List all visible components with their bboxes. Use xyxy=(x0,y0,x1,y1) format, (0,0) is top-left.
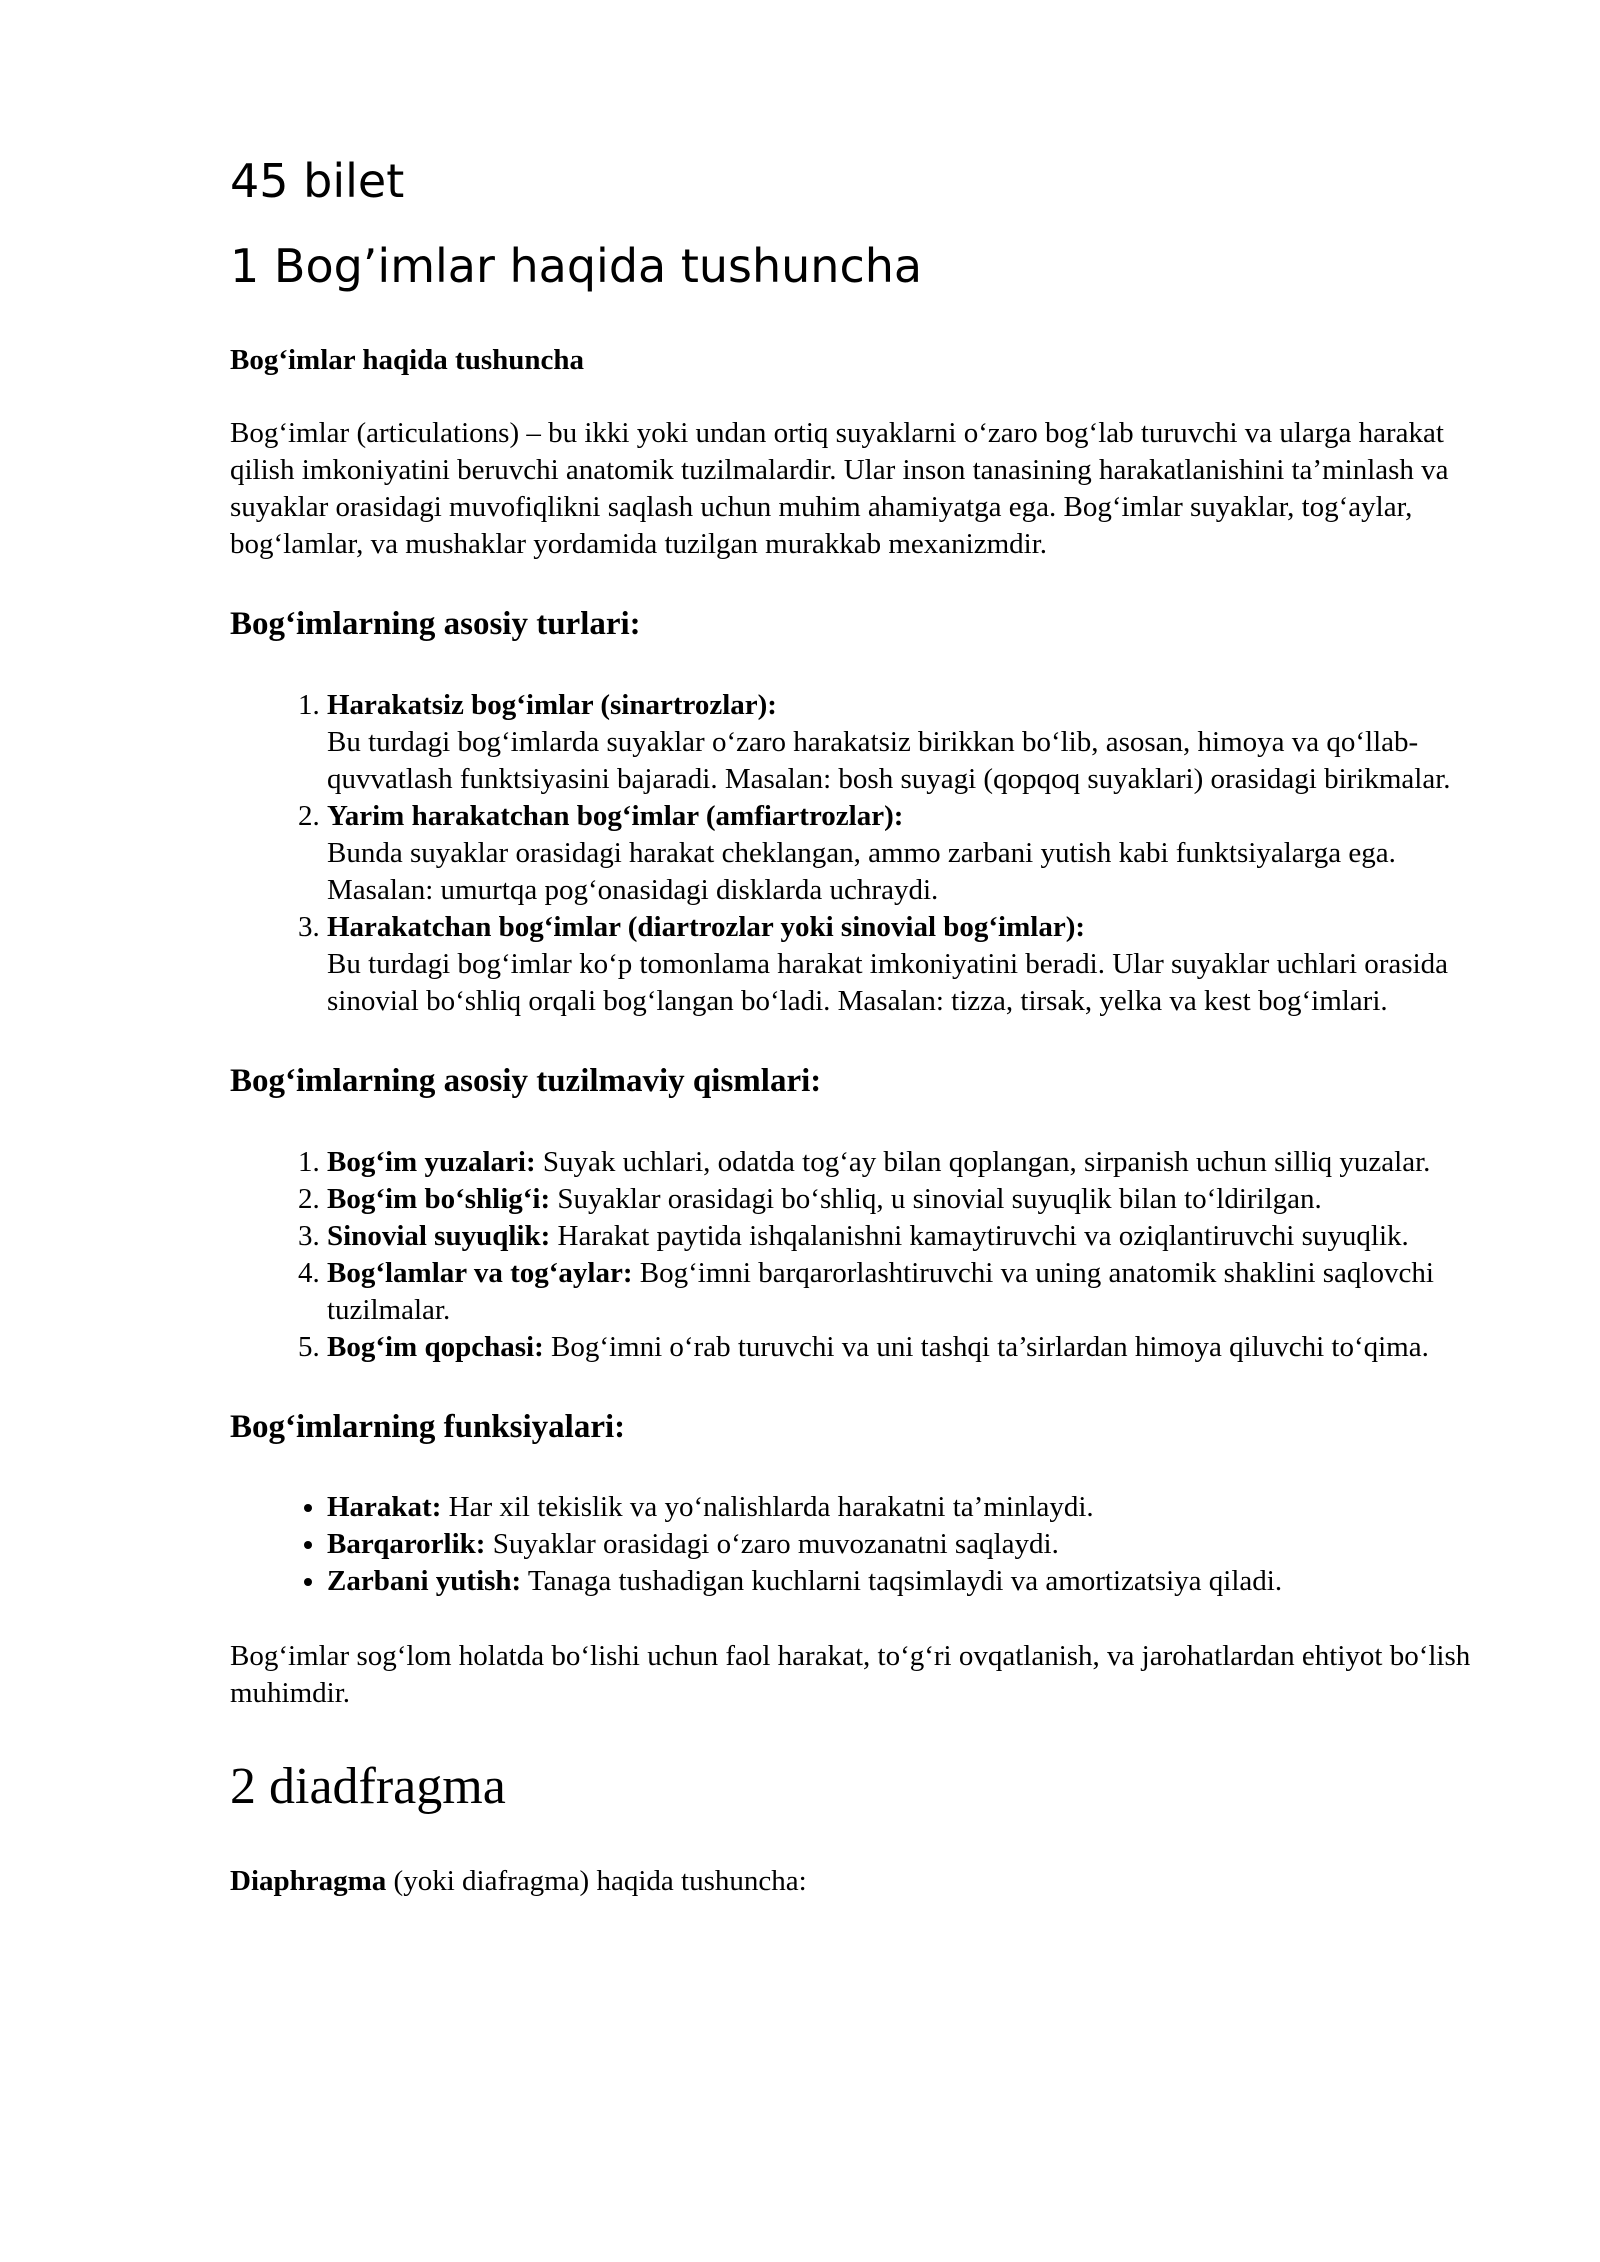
types-heading: Bog‘imlarning asosiy turlari: xyxy=(230,606,641,643)
list-item-term: Bog‘im yuzalari: xyxy=(327,1145,536,1178)
lead-heading: Bog‘imlar haqida tushuncha xyxy=(230,344,585,377)
list-item-term: Barqarorlik: xyxy=(327,1528,486,1561)
list-item-term: Zarbani yutish: xyxy=(327,1565,522,1598)
list-item-term: Harakat: xyxy=(327,1491,442,1524)
list-item-term: Bog‘lamlar va tog‘aylar: xyxy=(327,1256,633,1289)
list-item xyxy=(327,1181,1500,1218)
conclusion-paragraph: Bog‘imlar sog‘lom holatda bo‘lishi uchun faol harakat, to‘g‘ri ovqatlanish, va jarohatlardan ehtiyot bo‘lish muhimdir. xyxy=(230,1640,1471,1710)
list-item-desc: Suyaklar orasidagi o‘zaro muvozanatni saqlaydi. xyxy=(485,1528,1059,1561)
parts-list xyxy=(230,1144,1500,1366)
list-item xyxy=(327,1255,1500,1329)
list-item-desc: Bog‘imni o‘rab turuvchi va uni tashqi ta’sirlardan himoya qiluvchi to‘qima. xyxy=(543,1330,1429,1363)
list-item-term: Sinovial suyuqlik: xyxy=(327,1219,551,1252)
list-item-term: Harakatsiz bog‘imlar (sinartrozlar): xyxy=(327,688,777,721)
diaphragm-rest: (yoki diafragma) haqida tushuncha: xyxy=(386,1864,807,1897)
functions-list xyxy=(230,1489,1500,1600)
types-list xyxy=(230,687,1500,1020)
list-item xyxy=(327,1329,1500,1366)
ticket-title: 45 bilet xyxy=(230,154,405,208)
list-item xyxy=(327,1489,1500,1526)
intro-paragraph: Bog‘imlar (articulations) – bu ikki yoki undan ortiq suyaklarni o‘zaro bog‘lab turuvchi va ularga harakat qilish imkoniyatini beruvchi anatomik tuzilmalardir. Ular inson tanasining harakatlanishini ta’minlash va suyaklar orasidagi muvofiqlikni saqlash uchun muhim ahamiyatga ega. Bog‘imlar suyaklar, tog‘aylar, bog‘lamlar, va mushaklar yordamida tuzilgan murakkab mexanizmdir. xyxy=(230,417,1449,561)
list-item xyxy=(327,909,1500,1020)
section-1-title: 1 Bog’imlar haqida tushuncha xyxy=(230,239,923,294)
functions-heading: Bog‘imlarning funksiyalari: xyxy=(230,1408,626,1445)
list-item xyxy=(327,798,1500,909)
list-item-desc: Suyaklar orasidagi bo‘shliq, u sinovial suyuqlik bilan to‘ldirilgan. xyxy=(550,1182,1322,1215)
list-item-desc: Bu turdagi bog‘imlar ko‘p tomonlama harakat imkoniyatini beradi. Ular suyaklar uchlari orasida sinovial bo‘shliq orqali bog‘langan bo‘ladi. Masalan: tizza, tirsak, yelka va kest bog‘imlari. xyxy=(327,947,1449,1017)
list-item xyxy=(327,1526,1500,1563)
list-item-desc: Har xil tekislik va yo‘nalishlarda harakatni ta’minlaydi. xyxy=(441,1491,1094,1524)
list-item-term: Harakatchan bog‘imlar (diartrozlar yoki sinovial bog‘imlar): xyxy=(327,910,1086,943)
list-item xyxy=(327,1144,1500,1181)
list-item-desc: Bu turdagi bog‘imlarda suyaklar o‘zaro harakatsiz birikkan bo‘lib, asosan, himoya va qo‘llab-quvvatlash funktsiyasini bajaradi. Masalan: bosh suyagi (qopqoq suyaklari) orasidagi birikmalar. xyxy=(327,725,1451,795)
list-item-desc: Bog‘imni barqarorlashtiruvchi va uning anatomik shaklini saqlovchi tuzilmalar. xyxy=(327,1256,1434,1326)
diaphragm-intro xyxy=(230,1863,1500,1900)
list-item-desc: Tanaga tushadigan kuchlarni taqsimlaydi va amortizatsiya qiladi. xyxy=(521,1565,1283,1598)
list-item xyxy=(327,1563,1500,1600)
list-item-term: Bog‘im qopchasi: xyxy=(327,1330,544,1363)
document-body xyxy=(230,154,1500,1930)
list-item xyxy=(327,687,1500,798)
list-item-desc: Bunda suyaklar orasidagi harakat cheklangan, ammo zarbani yutish kabi funktsiyalarga ega. Masalan: umurtqa pog‘onasidagi disklarda uchraydi. xyxy=(327,836,1396,906)
list-item-desc: Suyak uchlari, odatda tog‘ay bilan qoplangan, sirpanish uchun silliq yuzalar. xyxy=(535,1145,1431,1178)
list-item-term: Bog‘im bo‘shlig‘i: xyxy=(327,1182,551,1215)
parts-heading: Bog‘imlarning asosiy tuzilmaviy qismlari: xyxy=(230,1062,822,1099)
list-item-term: Yarim harakatchan bog‘imlar (amfiartrozlar): xyxy=(327,799,904,832)
list-item-desc: Harakat paytida ishqalanishni kamaytiruvchi va oziqlantiruvchi suyuqlik. xyxy=(550,1219,1409,1252)
list-item xyxy=(327,1218,1500,1255)
diaphragm-term: Diaphragma xyxy=(230,1864,387,1897)
section-2-title: 2 diadfragma xyxy=(230,1758,506,1816)
